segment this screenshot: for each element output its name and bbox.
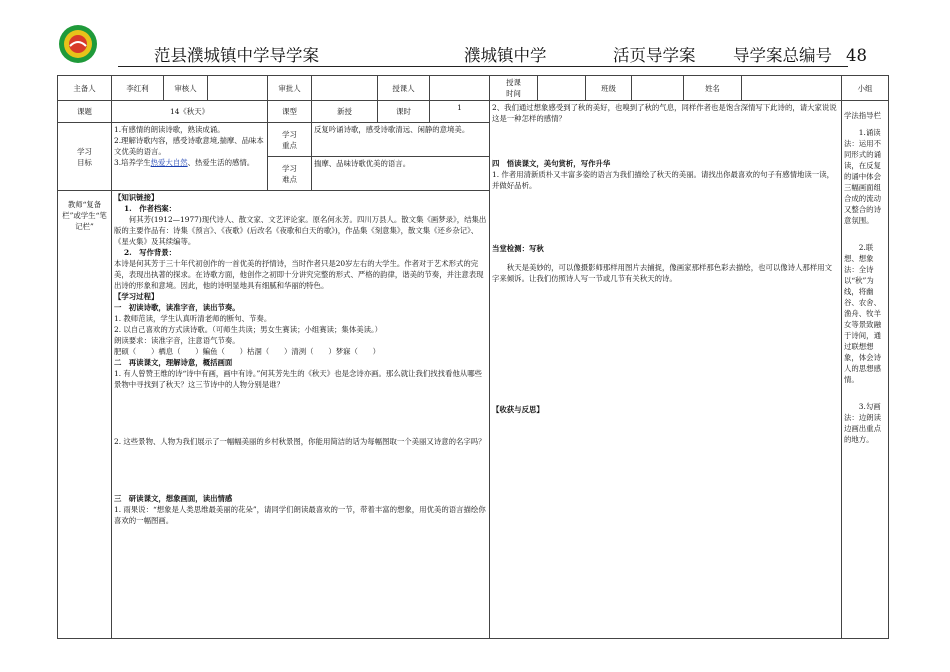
preparer-value: 李红利	[112, 76, 164, 101]
author-title: 1. 作者档案：	[124, 204, 177, 213]
header-number-label: 导学案总编号	[733, 46, 832, 65]
goal-1: 1.有感情的朗读诗歌，熟读成诵。	[114, 125, 225, 134]
notes-column: 教师“复备栏”或学生“笔记栏”	[58, 191, 112, 639]
hours-label: 课时	[378, 101, 430, 123]
test-title: 当堂检测：写秋	[492, 244, 544, 253]
reviewer-value	[208, 76, 268, 101]
guide-column	[842, 101, 889, 639]
link-love[interactable]: 热爱	[150, 158, 166, 167]
section-one-line-3: 朗读要求：读准字音，注意语气节奏。	[114, 336, 240, 345]
guide-2: 2.联想、想象法：全诗以“秋”为线，将幽谷、农舍、渔舟、牧羊女等景致融于诗间，通过联想想象，体会诗人的思想感情。	[844, 243, 881, 384]
approver-label: 审批人	[268, 76, 312, 101]
section-two-title: 二 再读课文，理解诗意，概括画面	[114, 358, 233, 367]
goals-label: 学习 目标	[58, 123, 112, 191]
header-school: 濮城镇中学	[464, 46, 547, 65]
right-section-four-q1: 1. 作者用清新质朴又丰富多姿的语言为我们描绘了秋天的美丽。请找出你最喜欢的句子有感情地读一读，并做好品析。	[492, 170, 834, 190]
link-nature[interactable]: 大自然	[165, 158, 188, 167]
name-value	[742, 76, 842, 101]
hours-value: 1	[430, 101, 490, 123]
background-title: 2. 写作背景：	[124, 248, 177, 257]
section-two-q1: 1. 有人曾赞王维的诗“诗中有画，画中有诗。”何其芳先生的《秋天》也是念诗亦画。那么就让我们找找看他从哪些景物中寻找到了秋天？这三节诗中的人物分别是谁？	[114, 369, 483, 389]
section-three-q1: 1. 雨果说：“想象是人类思维最美丽的花朵”，请同学们朗读最喜欢的一节，带着丰富的想象，用优美的语言描绘你喜欢的一幅图画。	[114, 505, 486, 525]
class-label: 班级	[586, 76, 632, 101]
type-value: 新授	[312, 101, 378, 123]
section-two-q2: 2. 这些景物、人物为我们展示了一幅幅美丽的乡村秋景图，你能用简洁的话为每幅图取一个美丽又诗意的名字吗？	[114, 437, 486, 446]
section-three-title: 三 研读课文，想象画面，读出情感	[114, 494, 233, 503]
topic-value: 14《秋天》	[112, 101, 268, 123]
difficulty-value: 揣摩、品味诗歌优美的语言。	[312, 157, 490, 191]
main-content	[112, 191, 490, 639]
topic-label: 课题	[58, 101, 112, 123]
author-text: 何其芳(1912—1977)现代诗人、散文家、文艺评论家。原名何永芳。四川万县人。散文集《画梦录》，结集出版的主要作品有：诗集《预言》、《夜歌》(后改名《夜歌和白天的歌》)，作品集《刻意集》，散文集《还乡杂记》、《星火集》及其续编等。	[114, 215, 487, 246]
group-label: 小组	[842, 76, 889, 101]
guide-1: 1.诵读法：运用不同形式的诵读，在反复的诵中体会三幅画面组合成的流动又整合的诗意氛围。	[844, 128, 881, 225]
test-text: 秋天是美妙的，可以像摄影师那样用图片去捕捉，像画家那样那色彩去描绘，也可以像诗人那样用文字来倾诉。让我们仿照诗人写一节或几节有关秋天的诗。	[492, 263, 832, 283]
key-value: 反复吟诵诗歌，感受诗歌清远、闲静的意境美。	[312, 123, 490, 157]
header-underline	[118, 66, 848, 67]
right-q2: 2、我们通过想象感受到了秋的美好，也嗅到了秋的气息，同样作者也是饱含深情写下此诗的，请大家说说这是一种怎样的感情？	[492, 103, 837, 123]
lesson-plan-table	[57, 75, 889, 639]
header-title-left: 范县濮城镇中学导学案	[154, 46, 319, 65]
right-section-four-title: 四 悟读课文，美句赏析，写作升华	[492, 159, 611, 168]
section-one-line-2: 2. 以自己喜欢的方式读诗歌。（可师生共读；男女生赛读；小组赛读；集体美读。）	[114, 325, 383, 334]
pronunciation-line: 肥硕（ ）栖息（ ）鳊鱼（ ）枯涸（ ）清洌（ ）梦寐（ ）	[114, 347, 381, 356]
key-label: 学习 重点	[268, 123, 312, 157]
reviewer-label: 审核人	[164, 76, 208, 101]
type-label: 课型	[268, 101, 312, 123]
right-column	[490, 101, 842, 639]
class-time-label: 授课 时间	[490, 76, 538, 101]
guide-3: 3.勾画法：边朗读边画出重点的地方。	[844, 402, 881, 444]
section-one-title: 一 初读诗歌，读准字音，读出节奏。	[114, 303, 240, 312]
goal-3: 3.培养学生热爱大自然、热爱生活的感情。	[114, 158, 255, 167]
teacher-label: 授课人	[378, 76, 430, 101]
goal-2: 2.理解诗歌内容，感受诗歌意境,揣摩、品味本文优美的语言。	[114, 136, 264, 156]
teacher-value	[430, 76, 490, 101]
header-number: 48	[846, 46, 867, 65]
difficulty-label: 学习 难点	[268, 157, 312, 191]
background-text: 本诗是何其芳于三十年代初创作的一首优美的抒情诗，当时作者只是20岁左右的大学生。作者对于艺术形式的完美，表现出执著的探求。在诗歌方面，他创作之初即十分讲究完整的形式、严格的韵律，谐美的节奏，并注意表现出诗的形象和意境。因此，他的诗明显地具有细腻和华丽的特色。	[114, 259, 484, 290]
name-label: 姓名	[684, 76, 742, 101]
goals-content	[112, 123, 268, 191]
process-heading: 【学习过程】	[114, 292, 159, 301]
approver-value	[312, 76, 378, 101]
preparer-label: 主备人	[58, 76, 112, 101]
header-loose-leaf: 活页导学案	[613, 46, 696, 65]
guide-title: 学法指导栏	[844, 111, 881, 120]
class-value	[632, 76, 684, 101]
class-time-value	[538, 76, 586, 101]
knowledge-heading: 【知识链接】	[114, 193, 159, 202]
harvest-reflection: 【收获与反思】	[492, 405, 544, 414]
school-logo-icon	[58, 24, 98, 64]
section-one-line-1: 1. 教师范读，学生认真听清老师的断句、节奏。	[114, 314, 272, 323]
